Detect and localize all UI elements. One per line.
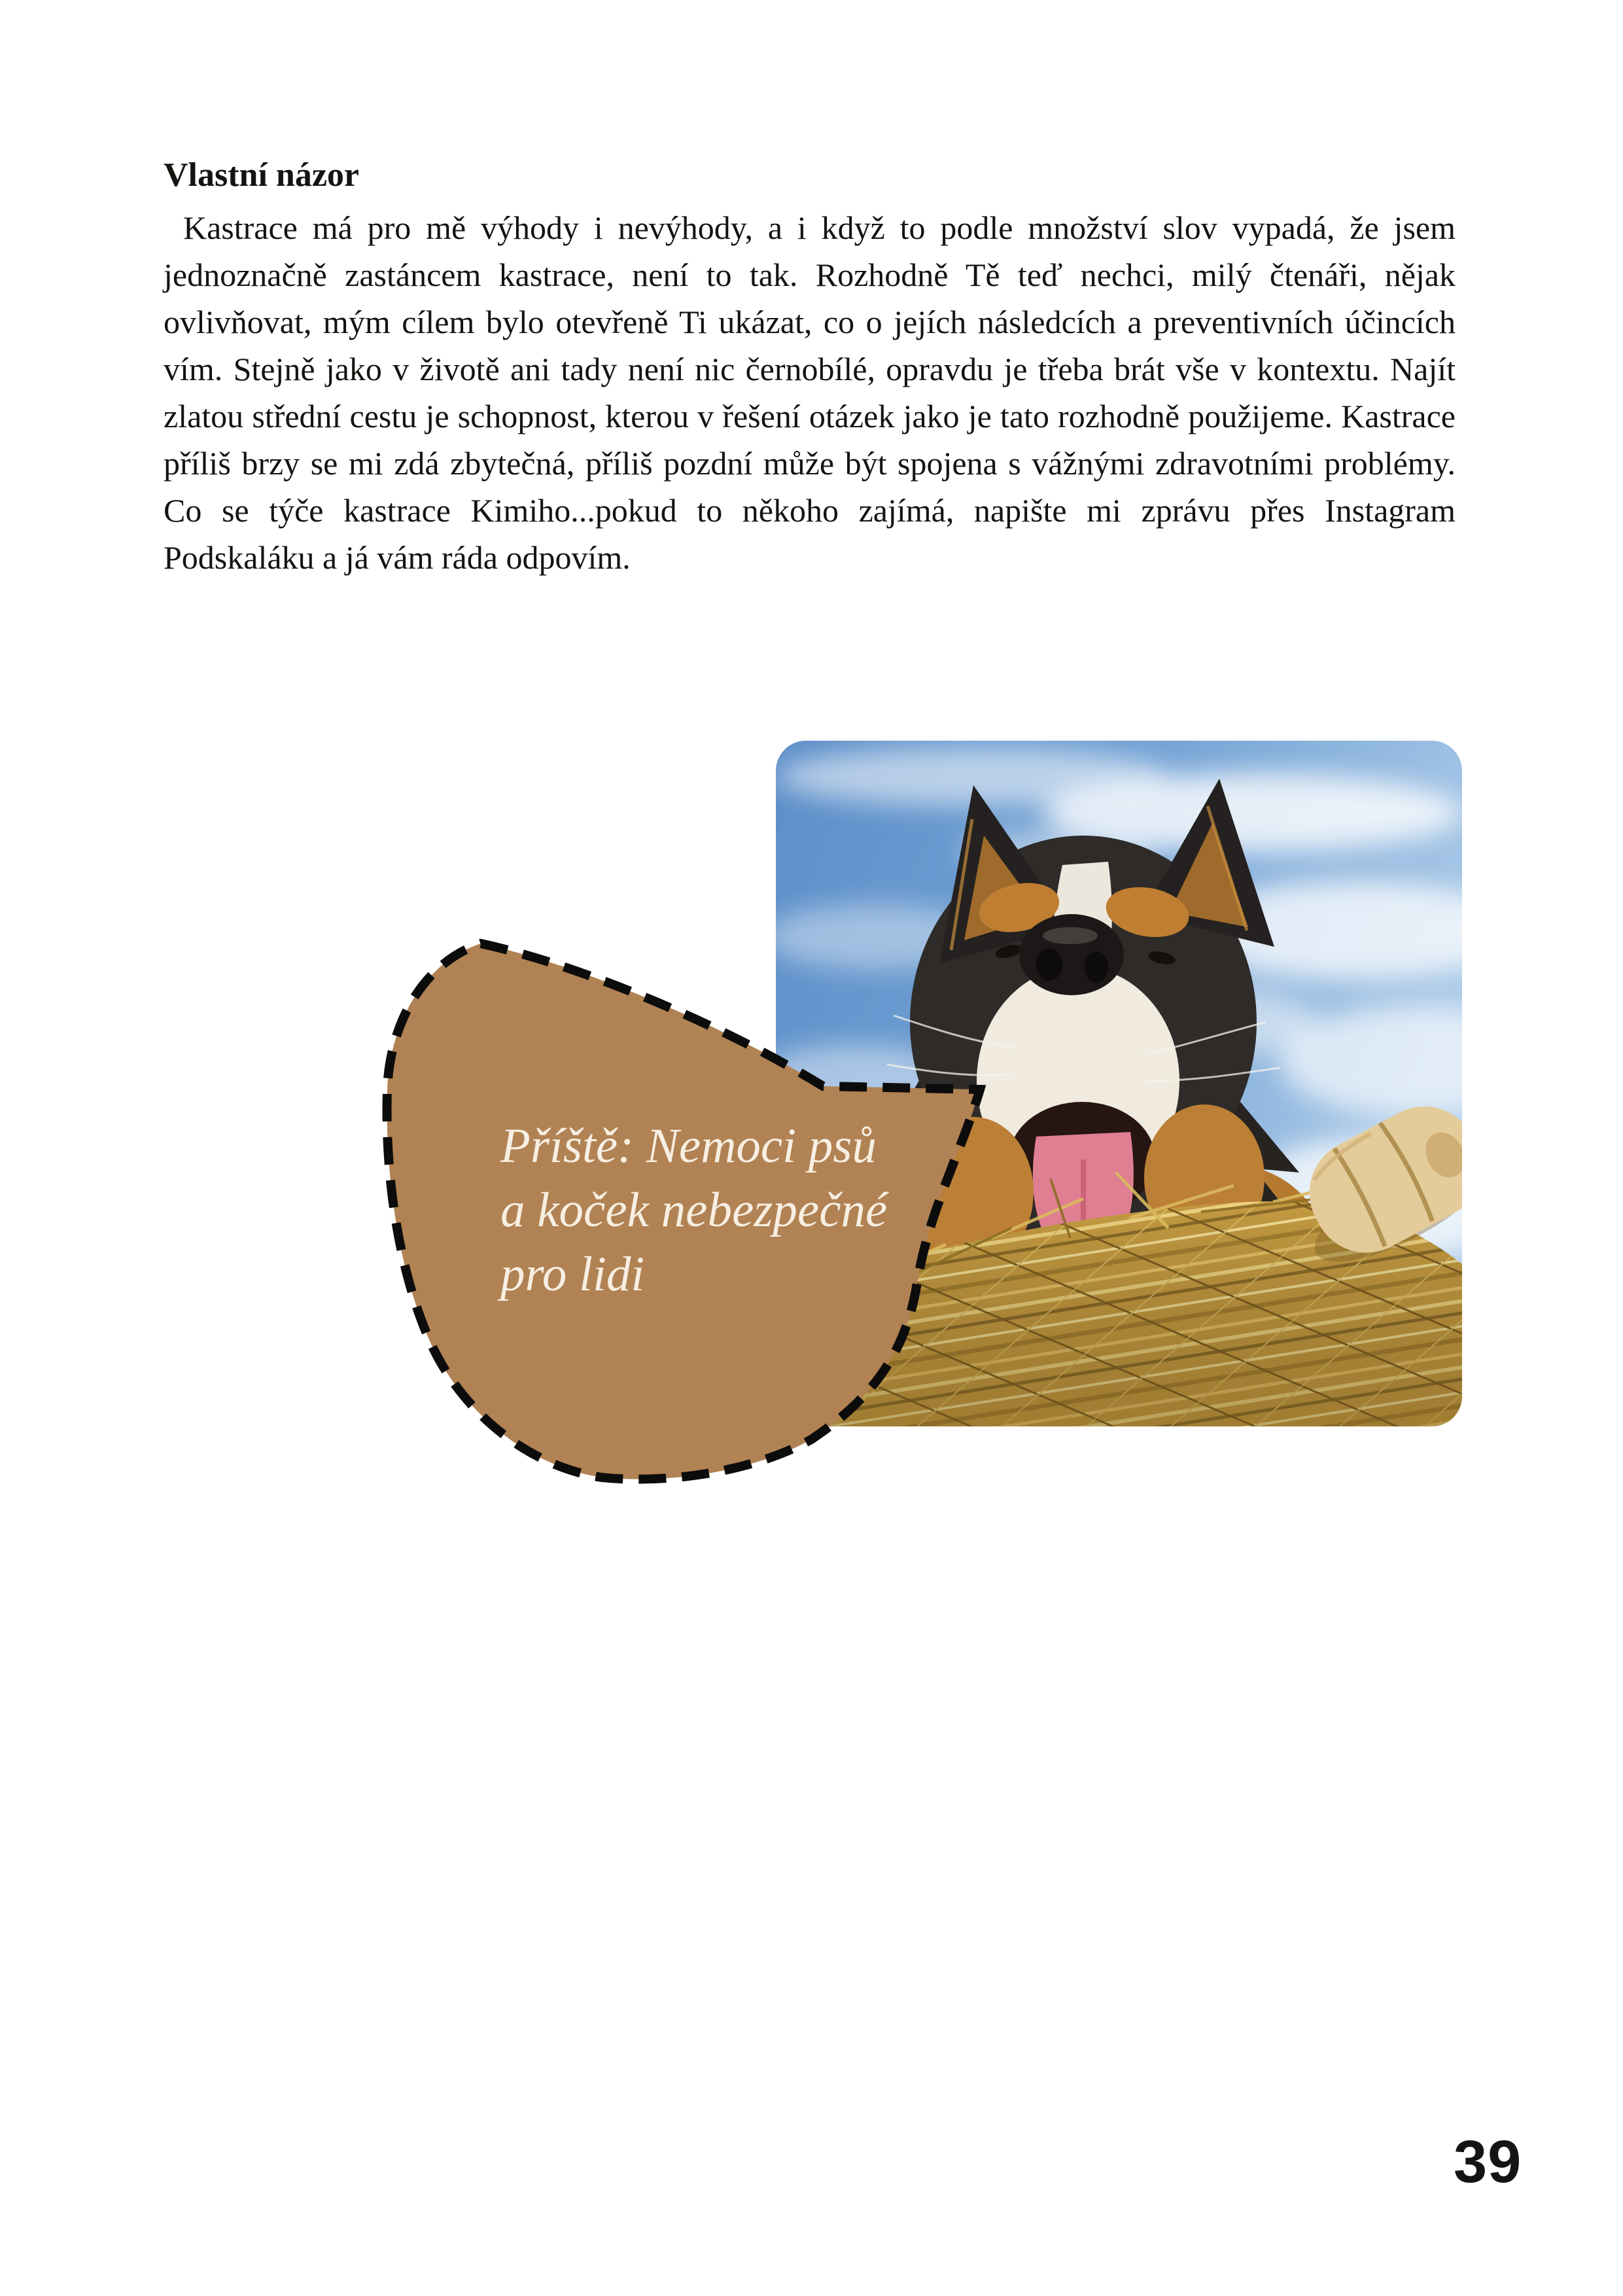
dog-nose	[1019, 914, 1124, 995]
article-heading: Vlastní názor	[164, 156, 359, 194]
bubble-line: pro lidi	[500, 1247, 645, 1301]
page-number: 39	[1454, 2128, 1522, 2195]
bubble-line: a koček nebezpečné	[500, 1183, 888, 1237]
article-paragraph: Kastrace má pro mě výhody i nevýhody, a i když to podle množství slov vypadá, že jsem jednoznačně zastáncem kastrace, není to tak. Rozhodně Tě teď nechci, milý čtenáři, nějak ovlivňovat, mým cílem bylo otevřeně Ti ukázat, co o jejích následcích a preventivních účincích vím. Stejně jako v životě ani tady není nic černobílé, opravdu je třeba brát vše v kontextu. Najít zlatou střední cestu je schopnost, kterou v řešení otázek jako je tato rozhodně použijeme. Kastrace příliš brzy se mi zdá zbytečná, příliš pozdní může být spojena s vážnými zdravotními problémy. Co se týče kastrace Kimiho...pokud to někoho zajímá, napište mi zprávu přes Instagram Podskaláku a já vám ráda odpovím.	[164, 209, 1456, 576]
bubble-teaser-text	[500, 1114, 887, 1307]
bubble-line: Příště: Nemoci psů	[500, 1119, 877, 1173]
